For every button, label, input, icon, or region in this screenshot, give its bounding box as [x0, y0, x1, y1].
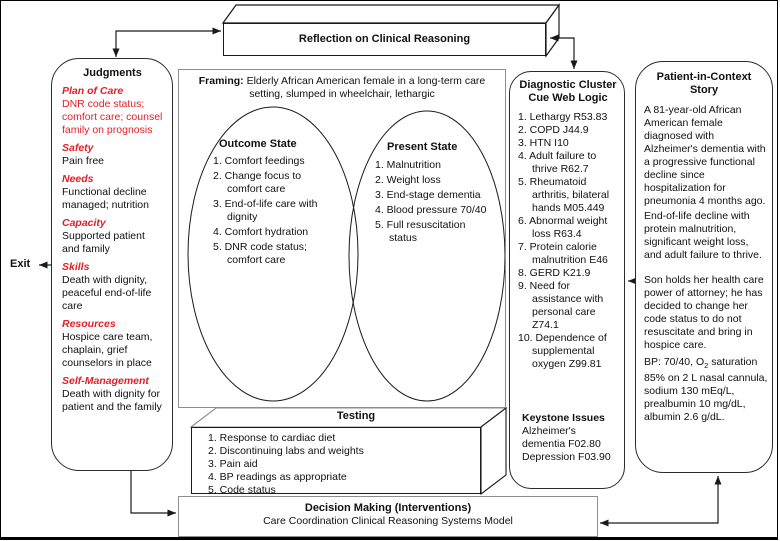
- testing-box: [191, 427, 481, 494]
- framing-label: Framing:: [198, 75, 244, 87]
- list-item: 4. Adult failure to thrive R62.7: [518, 150, 597, 175]
- judgments-heading-capacity: Capacity: [62, 217, 106, 229]
- outcome-state-content: [213, 138, 335, 269]
- list-item: 2. Change focus to comfort care: [213, 170, 302, 195]
- bp-text-prefix: BP: 70/40, O: [644, 356, 705, 368]
- list-item: Depression F03.90: [522, 451, 611, 463]
- testing-title: Testing: [336, 410, 376, 422]
- arrow-judgments-decision: [131, 471, 176, 513]
- patient-story-paragraph-2: End-of-life decline with protein malnutrition, significant weight loss, and adult failure to thrive.: [644, 210, 762, 261]
- list-item: 7. Protein calorie malnutrition E46: [518, 241, 608, 266]
- present-state-list: [375, 159, 487, 245]
- judgments-body-self-management: Death with dignity for patient and the family: [62, 388, 162, 413]
- list-item: 3. End-of-life care with dignity: [213, 198, 318, 223]
- decision-making-title: Decision Making (Interventions): [304, 502, 472, 514]
- judgments-heading-needs: Needs: [62, 173, 94, 185]
- keystone-issues: [522, 412, 620, 464]
- list-item: 2. Discontinuing labs and weights: [208, 445, 364, 457]
- list-item: 5. Code status: [208, 484, 276, 496]
- arrow-reflection-judgments: [116, 31, 221, 57]
- judgments-panel: [51, 58, 173, 471]
- list-item: 4. Comfort hydration: [213, 226, 309, 238]
- present-state-title: Present State: [387, 141, 458, 153]
- judgments-heading-safety: Safety: [62, 142, 94, 154]
- list-item: 1. Lethargy R53.83: [518, 111, 608, 123]
- outcome-state-title: Outcome State: [219, 138, 297, 150]
- keystone-issues-list: [522, 425, 620, 464]
- judgments-heading-plan-of-care: Plan of Care: [62, 85, 124, 97]
- list-item: 5. DNR code status; comfort care: [213, 241, 307, 266]
- judgments-body-capacity: Supported patient and family: [62, 230, 145, 255]
- oxygen-subscript: 2: [704, 361, 709, 371]
- judgments-body-plan-of-care: DNR code status; comfort care; counsel family on prognosis: [62, 98, 163, 136]
- patient-in-context-panel: [635, 61, 773, 473]
- judgments-body-skills: Death with dignity, peaceful end-of-life care: [62, 274, 152, 312]
- outcome-state-list: [213, 155, 335, 267]
- list-item: 10. Dependence of supplemental oxygen Z99.81: [518, 332, 607, 370]
- list-item: 4. Blood pressure 70/40: [375, 204, 487, 216]
- patient-story-title-line1: Patient-in-Context: [656, 71, 752, 83]
- diagnostic-cluster-list: [518, 111, 619, 371]
- present-state-content: [375, 141, 487, 247]
- diagnostic-cluster-title-line2: Cue Web Logic: [528, 92, 608, 104]
- list-item: 2. COPD J44.9: [518, 124, 589, 136]
- reflection-title: Reflection on Clinical Reasoning: [298, 33, 471, 45]
- patient-story-paragraph-4: [644, 356, 768, 424]
- list-item: 2. Weight loss: [375, 174, 441, 186]
- judgments-heading-skills: Skills: [62, 261, 90, 273]
- keystone-issues-title: Keystone Issues: [522, 412, 605, 424]
- testing-list: [208, 432, 480, 497]
- patient-story-paragraph-1: A 81-year-old African American female diagnosed with Alzheimer's dementia with a progressive functional decline since hospitalization for pneumonia 4 months ago.: [644, 104, 766, 207]
- decision-making-subtitle: Care Coordination Clinical Reasoning Systems Model: [263, 515, 513, 527]
- diagnostic-cluster-title-line1: Diagnostic Cluster: [519, 79, 617, 91]
- list-item: 1. Response to cardiac diet: [208, 432, 336, 444]
- judgments-body-safety: Pain free: [62, 155, 105, 167]
- judgments-heading-resources: Resources: [62, 318, 116, 330]
- framing-text: [186, 75, 498, 101]
- reflection-box-top-face: [223, 5, 559, 23]
- list-item: 3. Pain aid: [208, 458, 258, 470]
- patient-story-paragraph-3: Son holds her health care power of attorney; he has decided to change her code status to do not resuscitate and bring in hospice care.: [644, 274, 764, 351]
- list-item: 3. HTN I10: [518, 137, 569, 149]
- list-item: 9. Need for assistance with personal care Z74.1: [518, 280, 604, 331]
- patient-story-title-line2: Story: [689, 84, 719, 96]
- list-item: 6. Abnormal weight loss R63.4: [518, 215, 608, 240]
- judgments-body-resources: Hospice care team, chaplain, grief counselors in place: [62, 331, 153, 369]
- diagnostic-cluster-panel: [509, 71, 625, 489]
- bp-text-rest: saturation 85% on 2 L nasal cannula, sodium 130 mEq/L, prealbumin 10 mg/dL, albumin 2.6 g/dL.: [644, 356, 768, 424]
- list-item: 5. Rheumatoid arthritis, bilateral hands M05.449: [518, 176, 610, 214]
- list-item: 3. End-stage dementia: [375, 189, 481, 201]
- list-item: 8. GERD K21.9: [518, 267, 591, 279]
- exit-label: Exit: [10, 258, 31, 270]
- judgments-title: Judgments: [83, 67, 142, 79]
- judgments-body-needs: Functional decline managed; nutrition: [62, 186, 149, 211]
- list-item: 5. Full resuscitation status: [375, 219, 466, 244]
- decision-making-box: [178, 496, 598, 537]
- reflection-box: [223, 23, 546, 56]
- judgments-heading-self-management: Self-Management: [62, 375, 149, 387]
- list-item: Alzheimer's dementia F02.80: [522, 425, 601, 450]
- list-item: 4. BP readings as appropriate: [208, 471, 347, 483]
- list-item: 1. Malnutrition: [375, 159, 441, 171]
- list-item: 1. Comfort feedings: [213, 155, 305, 167]
- framing-description: Elderly African American female in a long-term care setting, slumped in wheelchair, lethargic: [243, 75, 486, 100]
